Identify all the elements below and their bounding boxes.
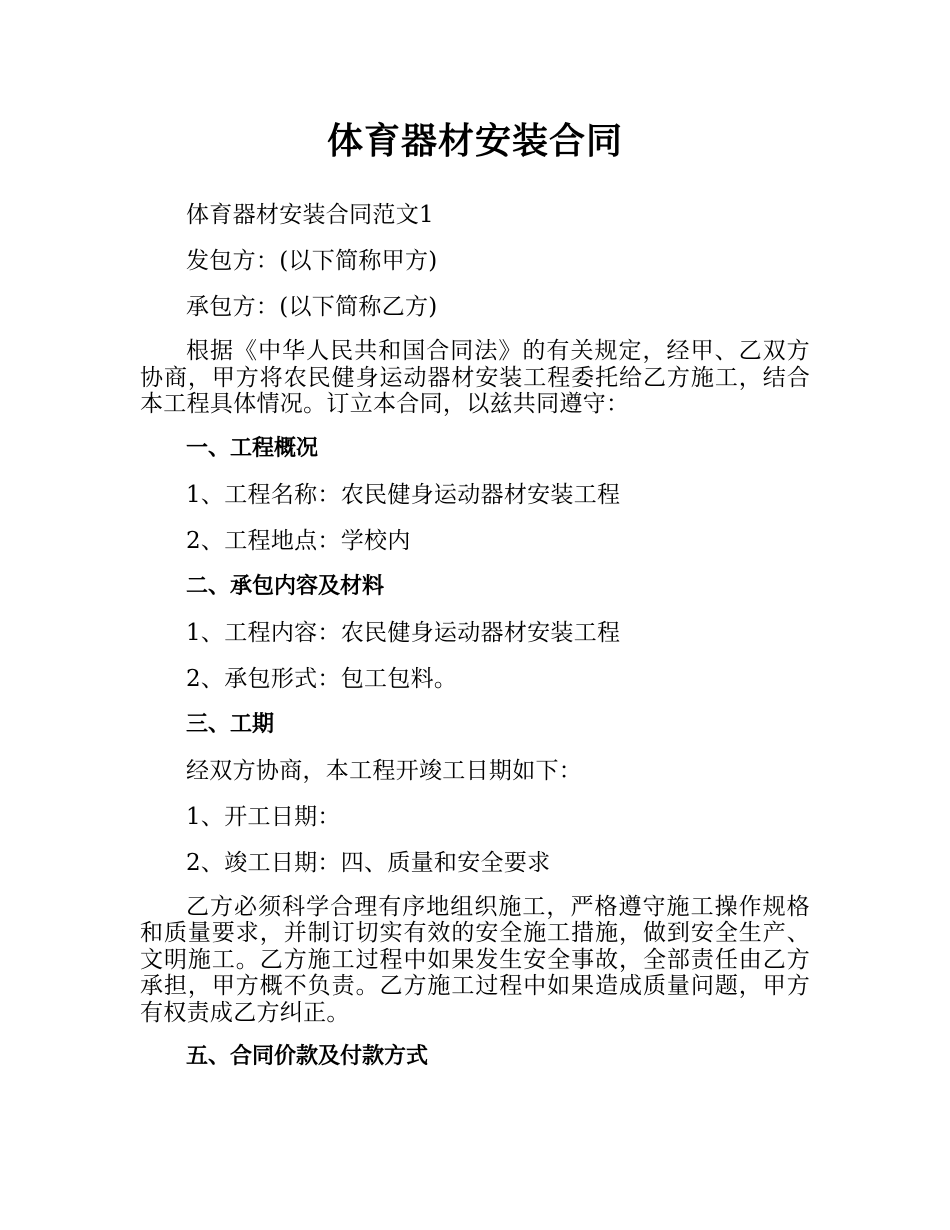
paragraph-schedule-intro: 经双方协商，本工程开竣工日期如下： <box>186 757 583 784</box>
section-heading-2: 二、承包内容及材料 <box>186 573 385 599</box>
paragraph-project-name: 1、工程名称：农民健身运动器材安装工程 <box>186 481 621 508</box>
section-heading-1: 一、工程概况 <box>186 435 319 461</box>
paragraph-completion-date: 2、竣工日期：四、质量和安全要求 <box>186 849 551 876</box>
paragraph-quality-safety: 乙方必须科学合理有序地组织施工，严格遵守施工操作规格和质量要求，并制订切实有效的安全施工措施，做到安全生产、文明施工。乙方施工过程中如果发生安全事故，全部责任由乙方承担，甲方概不负责。乙方施工过程中如果造成质量问题，甲方有权责成乙方纠正。 <box>140 893 810 1026</box>
paragraph-start-date: 1、开工日期： <box>186 803 341 830</box>
document-body <box>140 118 810 1088</box>
paragraph-contract-form: 2、承包形式：包工包料。 <box>186 665 458 692</box>
paragraph-contractee-party: 承包方：(以下简称乙方) <box>186 294 438 320</box>
paragraph-subtitle: 体育器材安装合同范文1 <box>186 202 434 228</box>
document-title: 体育器材安装合同 <box>326 121 623 162</box>
paragraph-preamble: 根据《中华人民共和国合同法》的有关规定，经甲、乙双方协商，甲方将农民健身运动器材安装工程委托给乙方施工，结合本工程具体情况。订立本合同，以兹共同遵守： <box>140 338 810 417</box>
section-heading-3: 三、工期 <box>186 711 275 737</box>
paragraph-project-content: 1、工程内容：农民健身运动器材安装工程 <box>186 619 621 646</box>
paragraph-contractor-party: 发包方：(以下简称甲方) <box>186 248 438 274</box>
paragraph-project-location: 2、工程地点：学校内 <box>186 527 411 554</box>
section-heading-5: 五、合同价款及付款方式 <box>186 1044 429 1069</box>
